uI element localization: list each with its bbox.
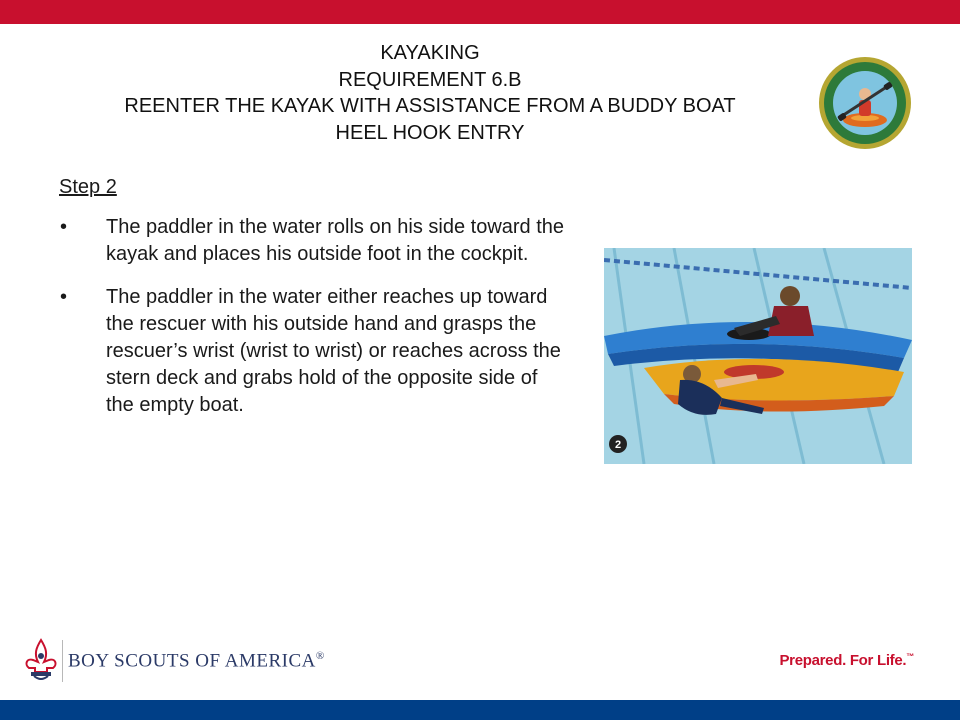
top-accent-bar <box>0 0 960 24</box>
registered-mark: ® <box>315 650 325 662</box>
kayaking-merit-badge-icon <box>818 56 912 150</box>
slide-title <box>40 40 820 146</box>
title-line-1: KAYAKING <box>380 42 480 64</box>
bullet-item-2 <box>60 284 570 419</box>
bullet-text: The paddler in the water rolls on his side toward the kayak and places his outside foot in the cockpit. <box>106 216 565 265</box>
trademark-mark: ™ <box>906 652 914 661</box>
organization-name <box>68 650 325 672</box>
title-line-4: HEEL HOOK ENTRY <box>335 121 525 144</box>
step-label: Step 2 <box>59 176 117 198</box>
bullet-icon: • <box>60 216 68 238</box>
title-line-2: REQUIREMENT 6.B <box>338 68 522 91</box>
bullet-list <box>60 214 570 435</box>
kayak-rescue-photo <box>604 248 912 464</box>
bsa-fleur-de-lis-icon <box>22 638 60 682</box>
photo-number-label: 2 <box>614 439 622 451</box>
footer-divider <box>62 640 63 682</box>
bullet-icon: • <box>60 286 68 308</box>
pool-scene-illustration <box>604 248 912 464</box>
bullet-item-1 <box>60 214 570 268</box>
tagline-text: Prepared. For Life. <box>779 652 907 669</box>
bullet-text: The paddler in the water either reaches up toward the rescuer with his outside hand and grasps the rescuer’s wrist (wrist to wrist) or reaches across the stern deck and grabs hold of the opposite side of the empty boat. <box>106 286 561 416</box>
bottom-accent-bar <box>0 700 960 720</box>
tagline <box>779 652 914 669</box>
title-line-3: REENTER THE KAYAK WITH ASSISTANCE FROM A BUDDY BOAT <box>124 95 736 117</box>
organization-name-text: BOY SCOUTS OF AMERICA <box>68 650 316 672</box>
